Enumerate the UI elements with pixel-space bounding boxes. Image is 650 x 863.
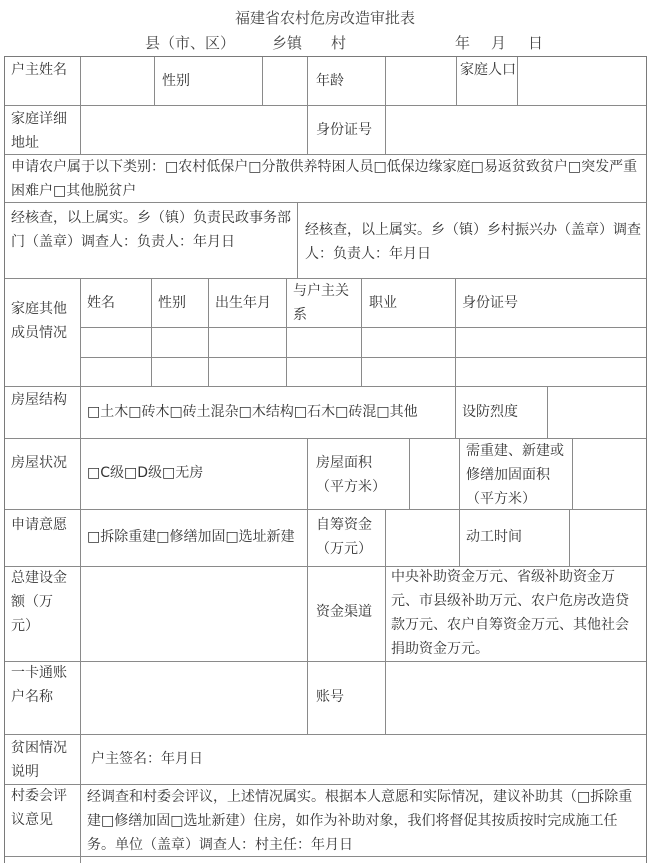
col-header-gender: 性别 [158, 295, 186, 311]
fortification-label: 设防烈度 [462, 404, 518, 420]
rebuild-area-label: 需重建、新建或修缮加固面积（平方米） [466, 443, 564, 507]
owner-name-label: 户主姓名 [11, 62, 67, 78]
col-header-id-number: 身份证号 [462, 295, 518, 311]
id-number-label: 身份证号 [316, 122, 372, 138]
condition-options: □C级□D级□无房 [87, 465, 204, 481]
house-condition-label: 房屋状况 [11, 455, 67, 471]
gender-label: 性别 [162, 73, 190, 89]
applicant-category: 申请农户属于以下类别：□农村低保户□分散供养特困人员□低保边缘家庭□易返贫致贫户□突发严重困难户□其他脱贫户 [11, 159, 638, 199]
funding-channels-label: 资金渠道 [316, 604, 372, 620]
intent-options: □拆除重建□修缮加固□选址新建 [87, 529, 295, 545]
application-intent-label: 申请意愿 [11, 517, 67, 533]
start-time-label: 动工时间 [466, 529, 522, 545]
col-header-birth: 出生年月 [215, 295, 271, 311]
rural-revitalization-verification: 经核查，以上属实。乡（镇）乡村振兴办（盖章）调查人：负责人：年月日 [305, 222, 641, 262]
owner-signature: 户主签名：年月日 [91, 751, 203, 767]
card-account-name-label: 一卡通账户名称 [11, 665, 67, 705]
day-label: 日 [528, 34, 544, 52]
year-label: 年 [455, 34, 471, 52]
village-committee-label: 村委会评议意见 [11, 788, 67, 828]
col-header-occupation: 职业 [369, 295, 397, 311]
funding-detail: 中央补助资金万元、省级补助资金万元、市县级补助万元、农户危房改造贷款万元、农户自筹资金万元、其他社会捐助资金万元。 [391, 569, 629, 657]
household-size-label: 家庭人口 [460, 62, 516, 78]
total-investment-label: 总建设金额（万元） [11, 570, 67, 634]
other-members-label: 家庭其他成员情况 [11, 301, 67, 341]
self-funds-label: 自筹资金（万元） [316, 517, 372, 557]
civil-affairs-verification: 经核查，以上属实。乡（镇）负责民政事务部门（盖章）调查人：负责人：年月日 [11, 210, 291, 250]
poverty-description-label: 贫困情况说明 [11, 740, 67, 780]
approval-form-table [4, 56, 647, 863]
structure-options: □土木□砖木□砖土混杂□木结构□石木□砖混□其他 [87, 404, 418, 420]
form-title: 福建省农村危房改造审批表 [234, 9, 415, 27]
col-header-name: 姓名 [87, 295, 115, 311]
house-area-label: 房屋面积（平方米） [316, 455, 386, 495]
month-label: 月 [491, 34, 507, 52]
town-label: 乡镇 [272, 34, 303, 52]
house-structure-label: 房屋结构 [11, 392, 67, 408]
county-label: 县（市、区） [145, 34, 236, 52]
village-committee-opinion: 经调查和村委会评议，上述情况属实。根据本人意愿和实际情况，建议补助其（□拆除重建□修缮加固□选址新建）住房，如作为补助对象，我们将督促其按质按时完成施工任务。单位（盖章）调查人：村主任：年月日 [87, 789, 633, 853]
account-number-label: 账号 [316, 689, 344, 705]
age-label: 年龄 [316, 73, 344, 89]
col-header-relationship: 与户主关系 [293, 283, 349, 323]
address-label: 家庭详细地址 [11, 111, 67, 151]
village-label: 村 [331, 34, 347, 52]
